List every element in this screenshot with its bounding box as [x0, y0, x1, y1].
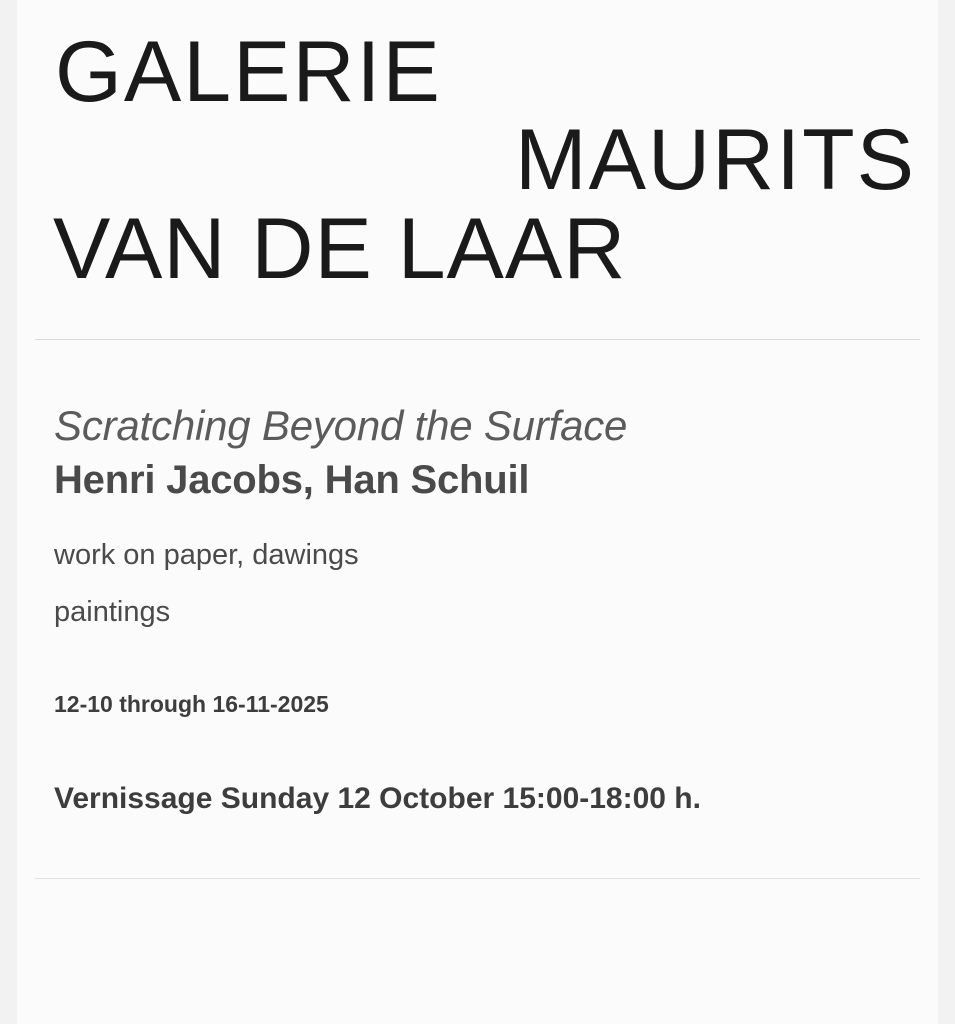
- exhibition-artists: Henri Jacobs, Han Schuil: [54, 457, 530, 502]
- exhibition-description-line-1: work on paper, dawings: [54, 538, 359, 571]
- gallery-logo[interactable]: [17, 0, 938, 297]
- exhibition-details: [17, 402, 938, 816]
- logo-line-van-de-laar: VAN DE LAAR: [53, 200, 627, 297]
- gallery-announcement-sheet: [17, 0, 938, 1024]
- exhibition-title: Scratching Beyond the Surface: [54, 401, 628, 449]
- exhibition-dates: 12-10 through 16-11-2025: [54, 690, 329, 717]
- exhibition-description-line-2: paintings: [54, 595, 171, 628]
- header-divider: [35, 339, 920, 340]
- logo-line-maurits: MAURITS: [515, 112, 916, 209]
- bottom-divider: [35, 878, 920, 879]
- logo-line-galerie: GALERIE: [55, 24, 442, 120]
- exhibition-vernissage: Vernissage Sunday 12 October 15:00-18:00 h.: [54, 781, 701, 815]
